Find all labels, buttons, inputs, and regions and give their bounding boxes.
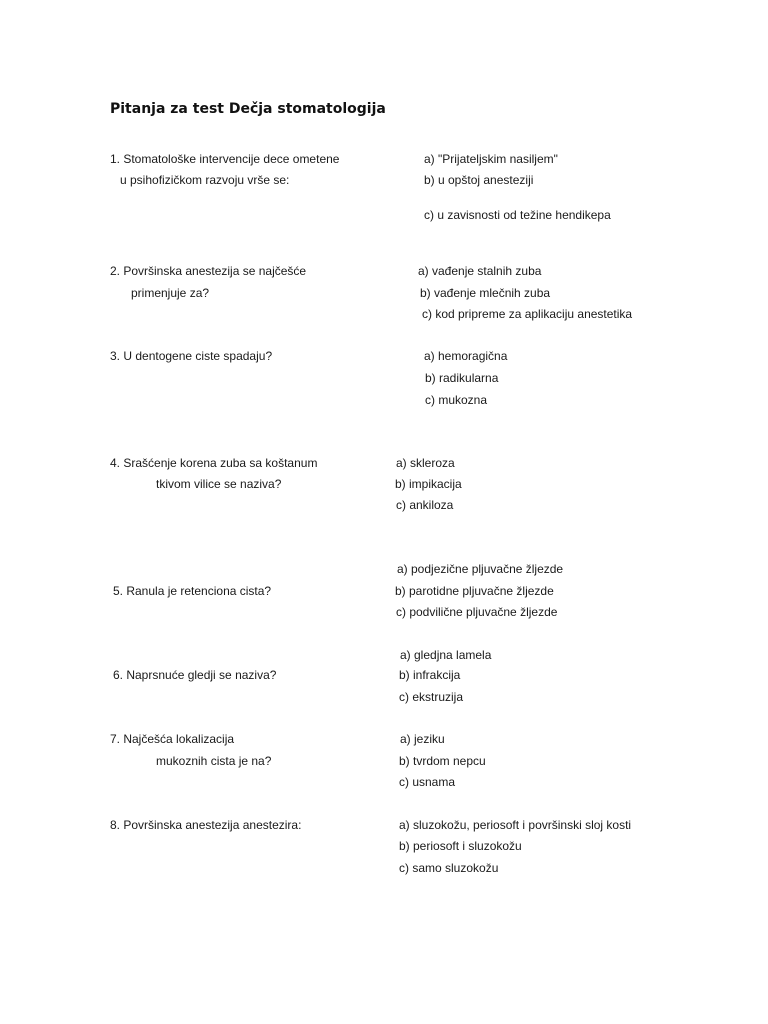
question-7-answer-a: a) jeziku <box>400 732 445 746</box>
question-4-answer-b: b) impikacija <box>395 477 462 491</box>
question-3-answer-b: b) radikularna <box>425 371 499 385</box>
question-2-answer-b: b) vađenje mlečnih zuba <box>420 286 551 300</box>
question-7-answer-b: b) tvrdom nepcu <box>399 754 486 768</box>
question-6-answer-c: c) ekstruzija <box>399 690 464 704</box>
question-7-text: 7. Najčešća lokalizacija <box>110 732 235 746</box>
question-6-answer-b: b) infrakcija <box>399 668 461 682</box>
question-4-answer-a: a) skleroza <box>396 456 455 470</box>
question-4-text: 4. Srašćenje korena zuba sa koštanum <box>110 456 318 470</box>
question-5-answer-c: c) podviličnе pljuvačne žljezde <box>396 605 558 619</box>
question-7-text-line2: mukoznih cista je na? <box>156 754 272 768</box>
question-7-answer-c: c) usnama <box>399 775 456 789</box>
question-4-answer-c: c) ankiloza <box>396 498 454 512</box>
page-title: Pitanja za test Dečja stomatologija <box>110 101 386 117</box>
question-1-answer-a: a) "Prijateljskim nasiljem" <box>424 152 558 166</box>
question-8-answer-b: b) periosoft i sluzokožu <box>399 839 522 853</box>
question-6-text: 6. Naprsnuće gledji se naziva? <box>113 668 277 682</box>
question-2-text-line2: primenjuje za? <box>131 286 210 300</box>
question-4-text-line2: tkivom vilice se naziva? <box>156 477 282 491</box>
question-8-answer-a: a) sluzokožu, periosoft i površinski sloj kosti <box>399 818 632 832</box>
question-3-text: 3. U dentogene ciste spadaju? <box>110 349 273 363</box>
question-2-answer-a: a) vađenje stalnih zuba <box>418 264 542 278</box>
question-1-answer-c: c) u zavisnosti od težine hendikepa <box>424 208 611 222</box>
question-5-answer-b: b) parotidne pljuvačne žljezde <box>395 584 554 598</box>
question-3-answer-a: a) hemoragična <box>424 349 508 363</box>
question-1-answer-b: b) u opštoj anesteziji <box>424 173 534 187</box>
question-8-text: 8. Površinska anestezija anestezira: <box>110 818 302 832</box>
question-1-text-line2: u psihofizičkom razvoju vrše se: <box>120 173 290 187</box>
question-8-answer-c: c) samo sluzokožu <box>399 861 499 875</box>
question-5-text: 5. Ranula je retenciona cista? <box>113 584 272 598</box>
question-6-answer-a: a) gledjna lamela <box>400 648 492 662</box>
question-2-text: 2. Površinska anestezija se najčešće <box>110 264 307 278</box>
question-1-text: 1. Stomatološke intervencije dece ometene <box>110 152 340 166</box>
question-3-answer-c: c) mukozna <box>425 393 488 407</box>
question-2-answer-c: c) kod pripreme za aplikaciju anestetika <box>422 307 633 321</box>
question-5-answer-a: a) podjezične pljuvačne žljezde <box>397 562 564 576</box>
